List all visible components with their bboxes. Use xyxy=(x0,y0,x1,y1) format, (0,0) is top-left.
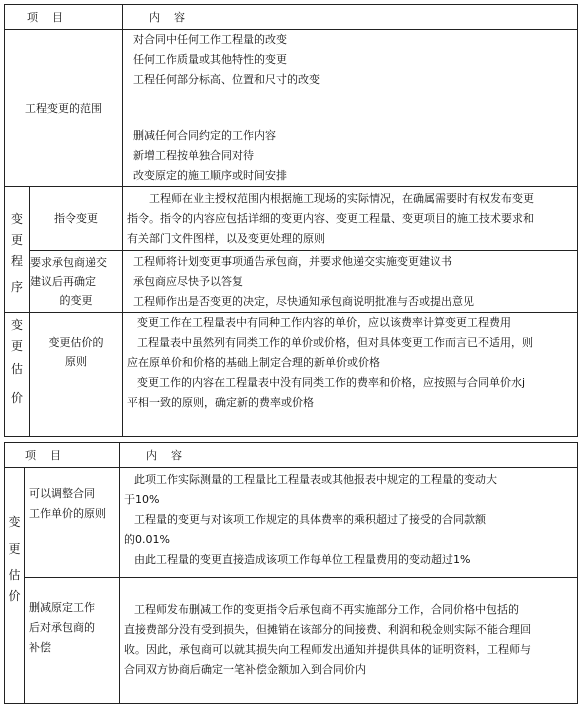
compensation-label xyxy=(25,578,120,704)
label-line: 工作单价的原则 xyxy=(29,507,106,520)
label-line: 原则 xyxy=(65,355,87,368)
scope-item: 改变原定的施工顺序或时间安排 xyxy=(133,169,287,182)
table-header-row xyxy=(5,443,578,468)
proposal-change-row xyxy=(5,251,578,313)
scope-item: 新增工程按单独合同对待 xyxy=(133,149,254,162)
content-line: 工程师发布删减工作的变更指令后承包商不再实施部分工作，合同价格中包括的 xyxy=(134,603,519,616)
group-char: 估 xyxy=(8,568,21,582)
header-item: 项 目 xyxy=(25,449,61,462)
adjust-price-label xyxy=(25,468,120,578)
content-line: 工程师将计划变更事项通告承包商，并要求他递交实施变更建议书 xyxy=(133,254,452,268)
valuation-group-label xyxy=(5,313,30,437)
group-char: 价 xyxy=(10,391,23,405)
valuation-label xyxy=(30,313,123,437)
instruction-change-label: 指令变更 xyxy=(30,187,123,251)
proposal-change-content xyxy=(123,251,578,313)
group-char: 变 xyxy=(10,318,23,332)
content-line: 于10% xyxy=(124,493,160,506)
content-line: 收。因此，承包商可以就其损失向工程师发出通知并提供具体的证明资料，工程师与 xyxy=(124,643,531,656)
header-item: 项 目 xyxy=(27,11,63,24)
label-line: 的变更 xyxy=(59,294,93,307)
content-line: 直接费部分没有受到损失，但摊销在该部分的间接费、利润和税金则实际不能合理回 xyxy=(124,623,531,636)
label-line: 建议后再确定 xyxy=(30,275,96,288)
table-valuation-principles xyxy=(4,442,578,704)
header-content: 内 容 xyxy=(149,11,185,24)
content-line: 工程量的变更与对该项工作规定的具体费率的乘积超过了接受的合同款额 xyxy=(134,513,486,526)
group-char: 变 xyxy=(8,515,21,529)
group-char: 序 xyxy=(10,279,23,294)
group-char: 程 xyxy=(10,253,23,268)
label-line: 删减原定工作 xyxy=(29,601,95,614)
content-line: 指令。指令的内容应包括详细的变更内容、变更工程量、变更项目的施工技术要求和 xyxy=(127,211,534,225)
group-char: 变 xyxy=(10,211,23,226)
instruction-change-row xyxy=(5,187,578,251)
label-line: 变更估价的 xyxy=(48,336,104,349)
valuation-group-label xyxy=(5,468,25,704)
content-line: 变更工作在工程量表中有同种工作内容的单价，应以该费率计算变更工程费用 xyxy=(137,316,511,329)
adjust-price-content xyxy=(120,468,578,578)
adjust-price-row xyxy=(5,468,578,578)
content-line: 工程师在业主授权范围内根据施工现场的实际情况，在确属需要时有权发布变更 xyxy=(149,191,534,205)
content-line: 承包商应尽快予以答复 xyxy=(133,274,243,288)
header-content-cell xyxy=(123,5,578,30)
content-line: 由此工程量的变更直接造成该项工作每单位工程量费用的变动超过1% xyxy=(134,553,471,566)
label-line: 后对承包商的 xyxy=(29,621,95,634)
group-char: 更 xyxy=(10,232,23,247)
compensation-row xyxy=(5,578,578,704)
header-item-cell xyxy=(5,443,120,468)
header-content-cell xyxy=(120,443,578,468)
scope-item: 删减任何合同约定的工作内容 xyxy=(133,129,276,142)
scope-item: 任何工作质量或其他特性的变更 xyxy=(133,53,287,66)
group-char: 更 xyxy=(8,542,21,556)
content-line: 工程师作出是否变更的决定，尽快通知承包商说明批准与否或提出意见 xyxy=(133,294,474,308)
scope-item: 工程任何部分标高、位置和尺寸的改变 xyxy=(133,73,320,86)
proposal-change-label xyxy=(30,251,123,313)
header-content: 内 容 xyxy=(146,449,182,462)
table-engineering-change xyxy=(4,4,578,437)
label-line: 可以调整合同 xyxy=(29,487,95,500)
group-char: 更 xyxy=(10,339,23,353)
valuation-content xyxy=(123,313,578,437)
compensation-content xyxy=(120,578,578,704)
scope-item: 对合同中任何工作工程量的改变 xyxy=(133,33,287,46)
label-line: 补偿 xyxy=(29,641,51,654)
scope-spacer xyxy=(133,90,577,126)
group-char: 估 xyxy=(10,362,23,376)
label-line: 要求承包商递交 xyxy=(30,256,107,269)
content-line: 平相一致的原则，确定新的费率或价格 xyxy=(127,396,314,409)
scope-content xyxy=(123,30,578,187)
table-header-row xyxy=(5,5,578,30)
valuation-row xyxy=(5,313,578,437)
group-char: 价 xyxy=(8,589,21,603)
content-line: 有关部门文件图样，以及变更处理的原则 xyxy=(127,231,325,245)
content-line: 此项工作实际测量的工程量比工程量表或其他报表中规定的工程量的变动大 xyxy=(134,473,497,486)
content-line: 合同双方协商后确定一笔补偿金额加入到合同价内 xyxy=(124,663,366,676)
content-line: 变更工作的内容在工程量表中没有同类工作的费率和价格，应按照与合同单价水j xyxy=(137,376,526,389)
header-item-cell xyxy=(5,5,123,30)
scope-label: 工程变更的范围 xyxy=(5,30,123,187)
content-line: 工程量表中虽然列有同类工作的单价或价格，但对具体变更工作而言已不适用，则 xyxy=(137,336,533,349)
content-line: 的0.01% xyxy=(124,533,170,546)
content-line: 应在原单价和价格的基础上制定合理的新单价或价格 xyxy=(127,356,380,369)
instruction-change-content xyxy=(123,187,578,251)
procedure-group-label xyxy=(5,187,30,313)
scope-row xyxy=(5,30,578,187)
